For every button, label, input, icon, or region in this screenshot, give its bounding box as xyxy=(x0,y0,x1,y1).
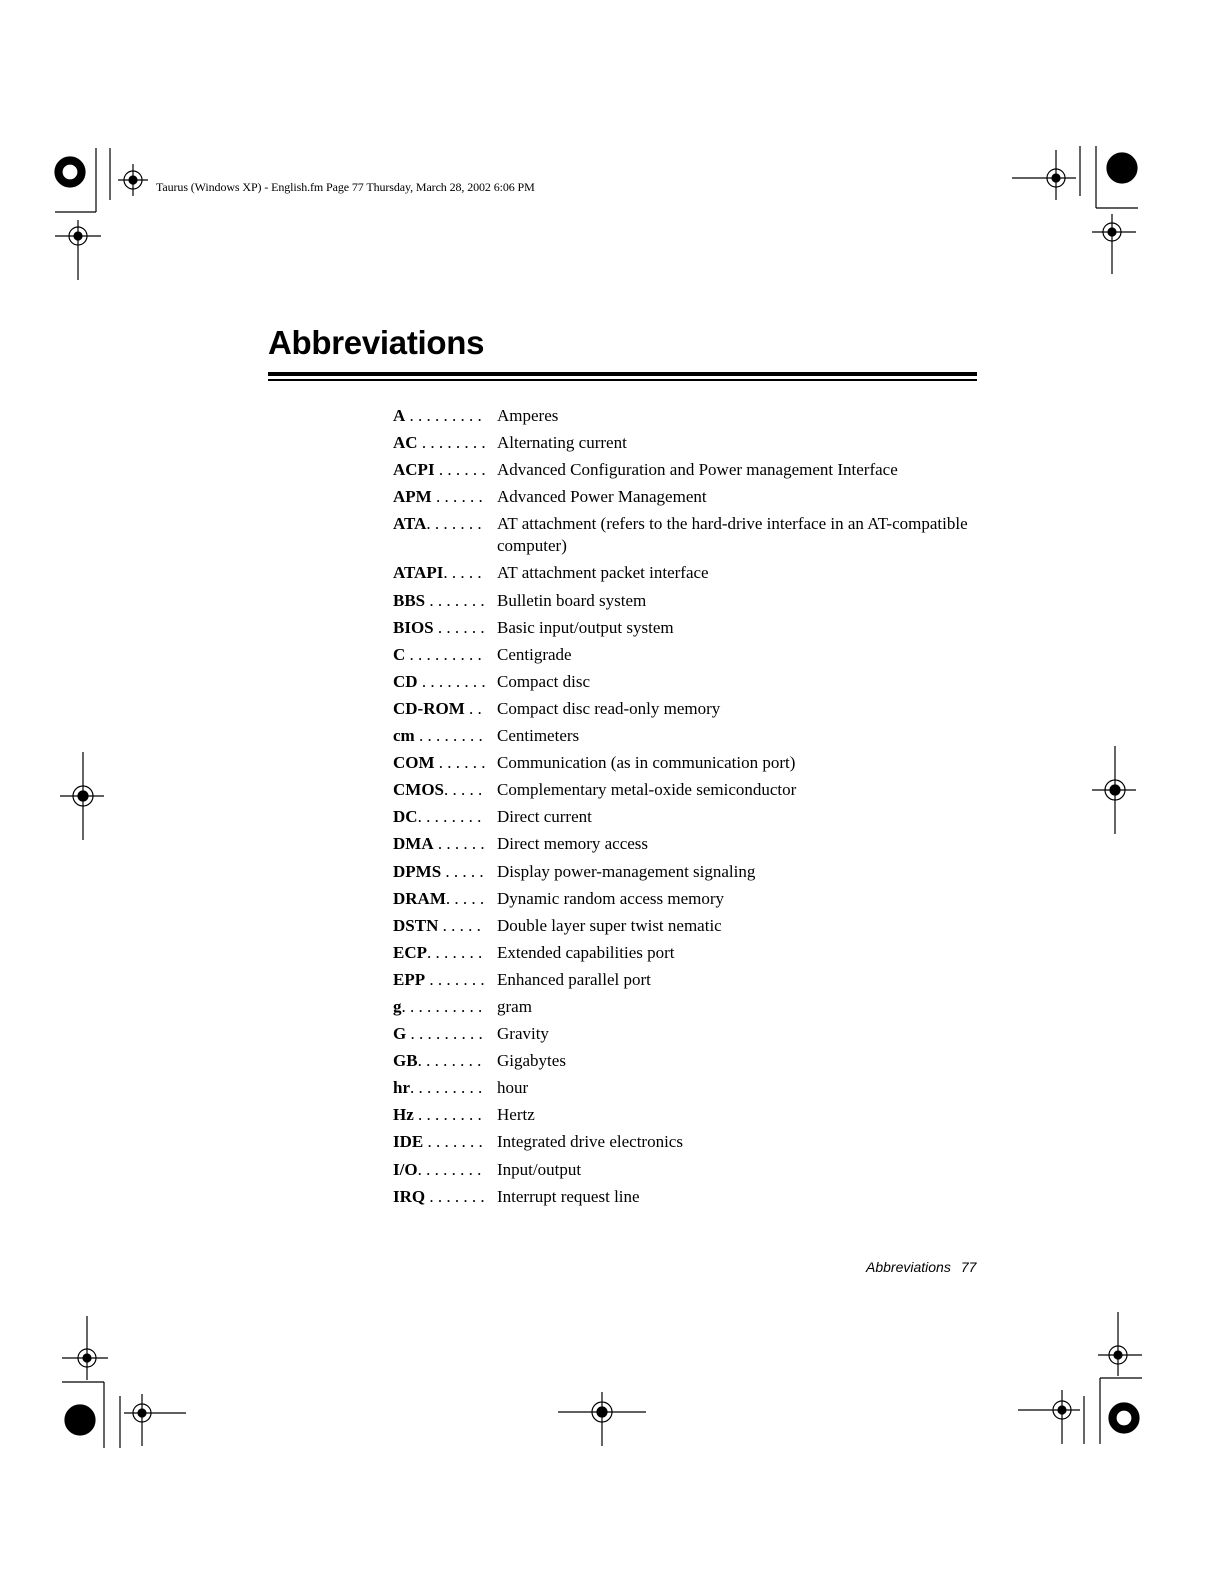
list-item xyxy=(393,779,993,801)
abbreviation: DMA xyxy=(393,834,434,854)
definition: Double layer super twist nematic xyxy=(497,915,722,935)
list-item xyxy=(393,1023,993,1045)
dot-leader: . . . . . . . . . xyxy=(406,1024,483,1044)
crosshair-icon xyxy=(1092,214,1136,274)
definition: Dynamic random access memory xyxy=(497,888,725,908)
abbreviation: IRQ xyxy=(393,1186,426,1206)
list-item xyxy=(393,1159,993,1181)
abbreviation: DRAM xyxy=(393,888,446,908)
abbreviation-list xyxy=(393,405,993,1213)
dot-leader: . . . . . . . . . xyxy=(410,1078,483,1098)
dot-leader: . . . . . . . xyxy=(426,514,482,534)
list-item xyxy=(393,1050,993,1072)
dot-leader: . . . . . . . xyxy=(425,1186,485,1206)
crosshair-icon xyxy=(62,1316,108,1380)
abbreviation: GB xyxy=(393,1051,418,1071)
page-title: Abbreviations xyxy=(268,324,485,361)
definition: Interrupt request line xyxy=(497,1186,640,1206)
abbreviation: g xyxy=(393,996,402,1016)
dot-leader: . . . . . . xyxy=(433,834,485,854)
abbreviation: G xyxy=(393,1024,407,1044)
abbreviation: DSTN xyxy=(393,915,439,935)
definition: Bulletin board system xyxy=(497,590,647,610)
definition: gram xyxy=(497,996,532,1016)
abbreviation: EPP xyxy=(393,969,426,989)
dot-leader: . . . . . . . . xyxy=(417,807,482,827)
footer-title: Abbreviations xyxy=(866,1259,951,1275)
definition: Input/output xyxy=(497,1159,582,1179)
abbreviation: APM xyxy=(393,487,432,507)
definition: Enhanced parallel port xyxy=(497,969,651,989)
list-item xyxy=(393,996,993,1018)
title-rule xyxy=(268,372,977,376)
definition: Complementary metal-oxide semiconductor xyxy=(497,780,797,800)
list-item xyxy=(393,617,993,639)
crosshair-icon xyxy=(55,220,101,280)
list-item xyxy=(393,752,993,774)
definition: Centigrade xyxy=(497,644,572,664)
definition: Alternating current xyxy=(497,433,627,453)
dot-leader: . . . . . . xyxy=(431,487,483,507)
definition: Extended capabilities port xyxy=(497,942,675,962)
dot-leader: . . . . . . . . xyxy=(417,1051,482,1071)
crosshair-icon xyxy=(1098,1312,1142,1376)
registration-mark-icon xyxy=(1109,1403,1139,1433)
list-item xyxy=(393,861,993,883)
list-item xyxy=(393,671,993,693)
registration-mark-icon xyxy=(65,1405,95,1435)
definition: Communication (as in communication port) xyxy=(497,753,796,773)
abbreviation: A xyxy=(393,406,406,425)
list-item xyxy=(393,698,993,720)
list-item xyxy=(393,725,993,747)
list-item xyxy=(393,1077,993,1099)
list-item xyxy=(393,513,993,557)
dot-leader: . . . . . . . . . . xyxy=(401,996,483,1016)
dot-leader: . . . . . . . xyxy=(427,942,483,962)
list-item xyxy=(393,969,993,991)
abbreviation: ACPI xyxy=(393,460,435,480)
abbreviation: DC xyxy=(393,807,418,827)
list-item xyxy=(393,590,993,612)
dot-leader: . . . . . xyxy=(441,861,484,881)
abbreviation: C xyxy=(393,644,406,664)
definition: Integrated drive electronics xyxy=(497,1132,683,1152)
title-rule xyxy=(268,379,977,381)
dot-leader: . . . . . . . xyxy=(423,1132,483,1152)
list-item xyxy=(393,1104,993,1126)
crosshair-icon xyxy=(558,1392,646,1446)
list-item xyxy=(393,644,993,666)
definition: Compact disc xyxy=(497,671,591,691)
list-item xyxy=(393,888,993,910)
abbreviation: IDE xyxy=(393,1132,424,1152)
abbreviation: ATA xyxy=(393,514,427,534)
dot-leader: . . . . . xyxy=(445,888,485,908)
list-item xyxy=(393,562,993,584)
definition: Basic input/output system xyxy=(497,617,674,637)
abbreviation: CD xyxy=(393,671,418,691)
definition: Gravity xyxy=(497,1024,549,1044)
dot-leader: . . . . . xyxy=(438,915,481,935)
definition: AT attachment (refers to the hard-drive interface in an AT-compatible computer) xyxy=(497,514,968,556)
definition: Compact disc read-only memory xyxy=(497,698,721,718)
definition: Centimeters xyxy=(497,726,580,746)
list-item xyxy=(393,459,993,481)
definition: Hertz xyxy=(497,1105,535,1125)
list-item xyxy=(393,942,993,964)
abbreviation: DPMS xyxy=(393,861,442,881)
dot-leader: . . . . . . xyxy=(434,460,486,480)
abbreviation: I/O xyxy=(393,1159,418,1179)
registration-mark-icon xyxy=(55,157,85,187)
crosshair-icon xyxy=(60,752,104,840)
crosshair-icon xyxy=(118,164,148,196)
list-item xyxy=(393,915,993,937)
page-number: 77 xyxy=(960,1259,977,1275)
definition: Display power-management signaling xyxy=(497,861,756,881)
list-item xyxy=(393,405,993,427)
dot-leader: . . xyxy=(464,698,482,718)
dot-leader: . . . . . . xyxy=(434,753,486,773)
abbreviation: CMOS xyxy=(393,780,444,800)
dot-leader: . . . . . . . . xyxy=(417,1159,482,1179)
dot-leader: . . . . . xyxy=(444,780,483,800)
abbreviation: ECP xyxy=(393,942,427,962)
definition: AT attachment packet interface xyxy=(497,563,709,583)
dot-leader: . . . . . . . . . xyxy=(405,644,482,664)
crosshair-icon xyxy=(1018,1390,1080,1444)
list-item xyxy=(393,432,993,454)
dot-leader: . . . . . . . . xyxy=(417,671,486,691)
dot-leader: . . . . . xyxy=(443,563,482,583)
definition: Gigabytes xyxy=(497,1051,566,1071)
abbreviation: ATAPI xyxy=(393,563,444,583)
dot-leader: . . . . . . . . . xyxy=(405,406,482,425)
abbreviation: COM xyxy=(393,753,435,773)
definition: Amperes xyxy=(497,406,559,425)
dot-leader: . . . . . . . . xyxy=(414,726,483,746)
list-item xyxy=(393,806,993,828)
crosshair-icon xyxy=(1012,150,1076,200)
definition: Advanced Configuration and Power management Interface xyxy=(497,460,898,480)
print-slug: Taurus (Windows XP) - English.fm Page 77 Thursday, March 28, 2002 6:06 PM xyxy=(156,180,535,194)
abbreviation: BIOS xyxy=(393,617,434,637)
list-item xyxy=(393,833,993,855)
dot-leader: . . . . . . . . xyxy=(413,1105,482,1125)
abbreviation: Hz xyxy=(393,1105,414,1125)
crosshair-icon xyxy=(1092,746,1136,834)
crosshair-icon xyxy=(124,1394,186,1446)
dot-leader: . . . . . . . xyxy=(425,969,485,989)
abbreviation: cm xyxy=(393,726,415,746)
list-item xyxy=(393,1131,993,1153)
page-footer xyxy=(866,1259,976,1275)
dot-leader: . . . . . . xyxy=(433,617,485,637)
list-item xyxy=(393,1186,993,1208)
abbreviation: hr xyxy=(393,1078,410,1098)
abbreviation: BBS xyxy=(393,590,426,610)
dot-leader: . . . . . . . xyxy=(425,590,485,610)
definition: Advanced Power Management xyxy=(497,487,707,507)
dot-leader: . . . . . . . . xyxy=(417,433,486,453)
definition: hour xyxy=(497,1078,529,1098)
list-item xyxy=(393,486,993,508)
abbreviation: AC xyxy=(393,433,418,453)
definition: Direct current xyxy=(497,807,592,827)
registration-mark-icon xyxy=(1107,153,1137,183)
definition: Direct memory access xyxy=(497,834,649,854)
abbreviation: CD-ROM xyxy=(393,698,465,718)
